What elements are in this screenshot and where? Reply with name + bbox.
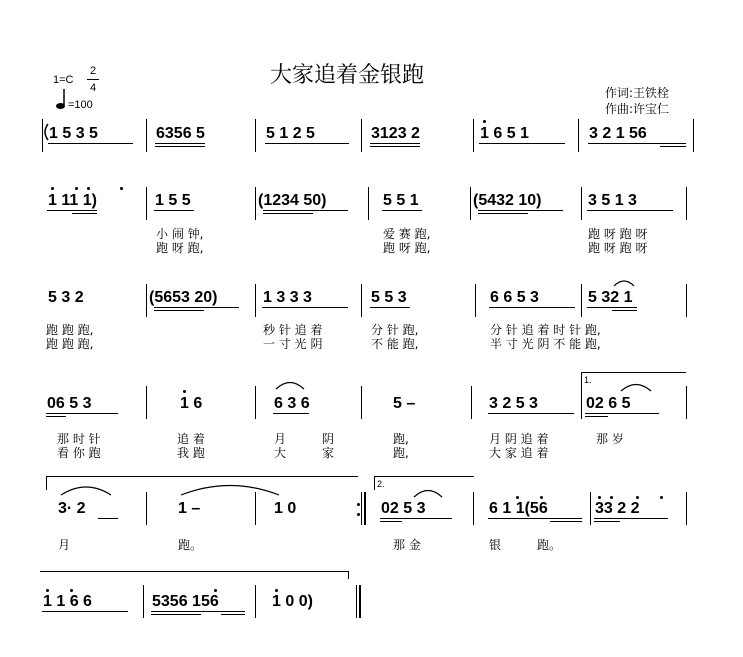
volta-continuation: [40, 571, 348, 572]
time-signature-top: 2: [90, 65, 97, 77]
underline: [370, 307, 410, 308]
final-barline-thick: [359, 585, 361, 618]
measure: 1 5 3 5: [49, 125, 98, 142]
barline: [255, 284, 256, 317]
quarter-note-icon: [55, 88, 67, 110]
lyric-line-2: 半 寸 光 阴 不 能 跑,: [490, 337, 601, 351]
lyric-line-1: 分 针 追 着 时 针 跑,: [490, 323, 601, 337]
time-signature-line: [87, 79, 99, 80]
volta-bracket: [46, 476, 47, 490]
high-octave-dot: [75, 187, 78, 190]
measure: 1 5 5: [155, 192, 191, 209]
underline: [48, 143, 133, 144]
lyric-line-1: 跑,: [393, 432, 409, 446]
measure: 1 6 5 1: [480, 125, 529, 142]
measure: 6356 5: [156, 125, 205, 142]
lyric-line-1: 跑 呀 跑 呀: [588, 227, 648, 241]
lyric-line-2: 跑 呀 跑,: [156, 241, 204, 255]
measure: 1 –: [178, 500, 201, 517]
tie-slur: [620, 380, 652, 392]
barline: [361, 284, 362, 317]
lyric-line-2: 跑 呀 跑 呀: [588, 241, 648, 255]
tie-slur: [60, 482, 112, 496]
measure: 6 6 5 3: [490, 289, 539, 306]
high-octave-dot: [483, 120, 486, 123]
barline: [581, 386, 582, 419]
barline: [255, 492, 256, 525]
underline: [46, 413, 118, 414]
tie-slur: [613, 277, 635, 287]
barline: [470, 187, 471, 220]
underline: [47, 210, 97, 211]
lyric-line-2: 看 你 跑: [57, 446, 101, 460]
measure: 5 32 1: [588, 289, 633, 306]
measure: 1 11 1): [48, 192, 97, 209]
high-octave-dot: [516, 496, 519, 499]
volta-bracket: [46, 476, 358, 477]
underline: [265, 143, 349, 144]
measure: 06 5 3: [47, 395, 92, 412]
high-octave-dot: [598, 496, 601, 499]
lyric-line-1: 爱 赛 跑,: [383, 227, 431, 241]
underline: [46, 416, 66, 417]
underline: [154, 307, 239, 308]
measure: 1 0: [274, 500, 297, 517]
measure: 3123 2: [371, 125, 420, 142]
underline: [594, 521, 620, 522]
barline: [686, 386, 687, 419]
underline: [380, 518, 452, 519]
measure: 02 6 5: [586, 395, 631, 412]
barline: [581, 284, 582, 317]
barline: [255, 386, 256, 419]
tempo-marking: =100: [68, 99, 93, 111]
barline: [146, 492, 147, 525]
measure: 5 3 2: [48, 289, 84, 306]
barline: [146, 386, 147, 419]
final-barline: [356, 585, 357, 618]
lyric-line-1: 跑。: [178, 538, 203, 552]
lyric-line-1: 那 时 针: [57, 432, 101, 446]
barline: [361, 386, 362, 419]
measure: 1 3 3 3: [263, 289, 312, 306]
underline: [585, 416, 608, 417]
barline: [143, 585, 144, 618]
lyric-line-1: 分 针 跑,: [371, 323, 419, 337]
tie-slur: [413, 486, 443, 498]
lyric-line-2: 跑 呀 跑,: [383, 241, 431, 255]
underline: [263, 213, 313, 214]
barline: [255, 585, 256, 618]
underline: [478, 213, 528, 214]
volta-bracket: [374, 476, 375, 490]
underline: [370, 143, 420, 144]
lyric-line-2: 家: [322, 446, 335, 460]
lyric-line-1: 月 阴 追 着: [489, 432, 549, 446]
high-octave-dot: [540, 496, 543, 499]
measure: 02 5 3: [381, 500, 426, 517]
measure: 3· 2: [58, 500, 86, 517]
measure: 6 1 1(56: [489, 500, 548, 517]
high-octave-dot: [87, 187, 90, 190]
barline: [686, 492, 687, 525]
measure: 6 3 6: [274, 395, 310, 412]
underline: [587, 307, 637, 308]
barline: [361, 492, 362, 525]
barline: [581, 187, 582, 220]
composer-credit: 作曲:许宝仁: [605, 102, 670, 116]
lyric-line-1: 那 金: [393, 538, 421, 552]
repeat-dot: [357, 513, 360, 516]
underline: [98, 518, 118, 519]
high-octave-dot: [660, 496, 663, 499]
measure: (5653 20): [149, 289, 218, 306]
underline: [273, 413, 309, 414]
barline: [471, 386, 472, 419]
lyric-line-1: 跑 跑 跑,: [46, 323, 94, 337]
lyric-line-1: 秒 针 追 着: [263, 323, 323, 337]
lyric-line-1: 小 闹 钟,: [156, 227, 204, 241]
lyric-line-2: 大 家 追 着: [489, 446, 549, 460]
lyricist-credit: 作词:王铁栓: [605, 86, 670, 100]
high-octave-dot: [70, 589, 73, 592]
barline: [693, 119, 694, 152]
lyric-line-1: 银: [489, 538, 502, 552]
measure: (5432 10): [473, 192, 542, 209]
barline: [686, 187, 687, 220]
underline: [380, 521, 402, 522]
high-octave-dot: [275, 589, 278, 592]
underline: [42, 611, 128, 612]
underline: [585, 413, 659, 414]
lyric-line-1: 追 着: [177, 432, 205, 446]
volta-bracket: [581, 372, 582, 386]
measure: 5 5 3: [371, 289, 407, 306]
high-octave-dot: [51, 187, 54, 190]
lyric-line-1: 那 岁: [596, 432, 624, 446]
barline: [146, 119, 147, 152]
barline: [578, 119, 579, 152]
barline: [475, 284, 476, 317]
lyric-line-2: 跑,: [393, 446, 409, 460]
measure: 5 –: [393, 395, 416, 412]
underline: [488, 518, 582, 519]
barline: [146, 187, 147, 220]
underline: [479, 143, 565, 144]
underline: [660, 146, 686, 147]
barline: [255, 187, 256, 220]
underline: [588, 143, 686, 144]
measure: 1 0 0): [272, 593, 313, 610]
underline: [612, 310, 637, 311]
underline: [262, 307, 348, 308]
underline: [151, 611, 245, 612]
key-signature: 1=C: [53, 74, 74, 86]
measure: 5356 156: [152, 593, 219, 610]
barline: [368, 187, 369, 220]
tie-slur: [180, 480, 280, 496]
underline: [72, 213, 97, 214]
high-octave-dot: [183, 390, 186, 393]
measure: 1 6: [180, 395, 203, 412]
underline: [151, 614, 201, 615]
underline: [263, 210, 348, 211]
lyric-line-2: 大: [274, 446, 287, 460]
underline: [550, 521, 582, 522]
song-title: 大家追着金银跑: [270, 63, 425, 88]
high-octave-dot: [120, 187, 123, 190]
measure: 5 5 1: [383, 192, 419, 209]
lyric-line-2: 我 跑: [177, 446, 205, 460]
measure: 1 1 6 6: [43, 593, 92, 610]
lyric-line-1: 跑。: [537, 538, 562, 552]
time-signature-bottom: 4: [90, 82, 97, 94]
underline: [154, 210, 194, 211]
underline: [488, 413, 574, 414]
volta-label: 1.: [584, 375, 592, 385]
measure: 5 1 2 5: [266, 125, 315, 142]
lyric-line-1: 月: [58, 538, 71, 552]
barline: [361, 119, 362, 152]
tie-slur: [275, 378, 305, 390]
barline: [473, 119, 474, 152]
barline: [590, 492, 591, 525]
lyric-line-2: 一 寸 光 阴: [263, 337, 323, 351]
repeat-dot: [357, 503, 360, 506]
volta-continuation: [348, 571, 349, 579]
repeat-end-barline: [364, 492, 366, 525]
barline: [255, 119, 256, 152]
volta-bracket: [374, 476, 474, 477]
measure: 3 2 1 56: [589, 125, 647, 142]
underline: [155, 146, 205, 147]
underline: [382, 210, 422, 211]
underline: [587, 210, 673, 211]
underline: [489, 307, 575, 308]
measure: 3 5 1 3: [588, 192, 637, 209]
lyric-line-2: 跑 跑 跑,: [46, 337, 94, 351]
high-octave-dot: [610, 496, 613, 499]
underline: [154, 310, 204, 311]
high-octave-dot: [636, 496, 639, 499]
measure: 33 2 2: [595, 500, 640, 517]
barline: [146, 284, 147, 317]
volta-label: 2.: [377, 479, 385, 489]
high-octave-dot: [214, 589, 217, 592]
lyric-line-1: 月: [274, 432, 287, 446]
high-octave-dot: [46, 589, 49, 592]
volta-bracket: [581, 372, 686, 373]
measure: 3 2 5 3: [489, 395, 538, 412]
underline: [478, 210, 563, 211]
underline: [370, 146, 420, 147]
measure: (1234 50): [258, 192, 327, 209]
barline: [686, 284, 687, 317]
underline: [594, 518, 668, 519]
underline: [221, 614, 245, 615]
lyric-line-1: 阴: [322, 432, 335, 446]
lyric-line-2: 不 能 跑,: [371, 337, 419, 351]
underline: [155, 143, 205, 144]
barline: [473, 492, 474, 525]
